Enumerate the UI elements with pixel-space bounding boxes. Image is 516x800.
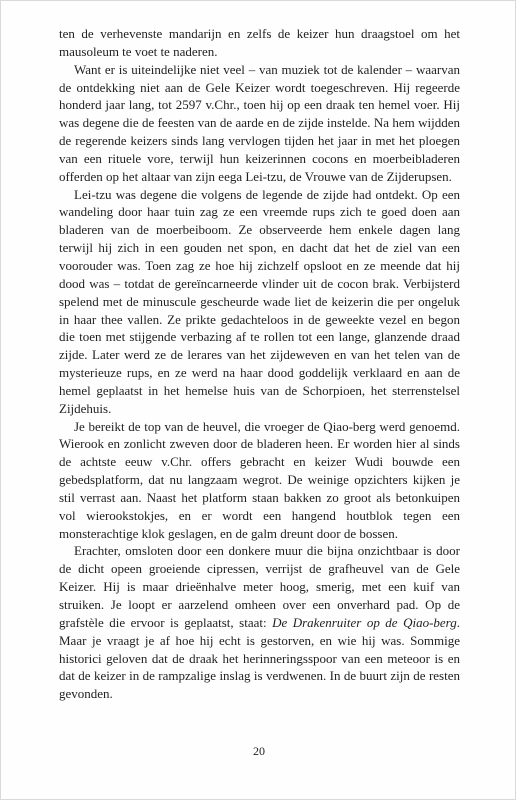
paragraph bbox=[59, 25, 460, 61]
paragraph bbox=[59, 418, 460, 543]
text-segment: Want er is uiteindelijke niet veel – van muziek tot de kalender – waarvan de ontdekking niet aan de Gele Keizer wordt toegeschreven. Hij regeerde honderd jaar lang, tot 2597 v.Chr., toen hij op een draak ten hemel voer. Hij was degene die de feesten van de aarde en de zijde instelde. Na hem wijdden de regerende keizers sinds lang vervlogen tijden het jaar in met het ploegen van een rituele vore, terwijl hun keizerinnen cocons en moerbeibladeren offerden op het altaar van zijn eega Lei-tzu, de Vrouwe van de Zijderupsen. bbox=[59, 61, 460, 184]
text-segment: Erachter, omsloten door een donkere muur die bijna onzichtbaar is door de dicht opeen groeiende cipressen, verrijst de grafheuvel van de Gele Keizer. Hij is maar drieënhalve meter hoog, smerig, met een kuif van struiken. Je loopt er aarzelend omheen over een onverhard pad. Op de grafstèle die ervoor is geplaatst, staat: bbox=[59, 543, 460, 630]
text-segment: . Maar je vraagt je af hoe hij echt is gestorven, en wie hij was. Sommige historici geloven dat de draak het herinneringsspoor van een meteoor is en dat de keizer in de rampzalige inslag is verdwenen. In de buurt zijn de resten gevonden. bbox=[59, 614, 460, 702]
paragraph bbox=[59, 61, 460, 186]
paragraph bbox=[59, 542, 460, 703]
text-segment: ten de verhevenste mandarijn en zelfs de keizer hun draagstoel om het mausoleum te voet te naderen. bbox=[59, 26, 460, 59]
text-segment: Je bereikt de top van de heuvel, die vroeger de Qiao-berg werd genoemd. Wierook en zonlicht zweven door de bladeren heen. Er worden hier al sinds de achtste eeuw v.Chr. offers gebracht en keizer Wudi bouwde een gebedsplatform, dat nu langzaam wegrot. De weinige opzichters kijken je stil verrast aan. Naast het platform staan bakken zo groot als betonkuipen vol wierookstokjes, en er wordt een hangend houtblok tegen een monsterachtige klok geslagen, en de galm dreunt door de bossen. bbox=[59, 418, 460, 541]
paragraph bbox=[59, 186, 460, 418]
page-number: 20 bbox=[253, 744, 265, 758]
italic-text: De Drakenruiter op de Qiao-berg bbox=[272, 614, 457, 630]
body-text bbox=[59, 25, 460, 703]
text-segment: Lei-tzu was degene die volgens de legende de zijde had ontdekt. Op een wandeling door haar tuin zag ze een vreemde rups zich te goed doen aan bladeren van de moerbeiboom. Ze observeerde hem enkele dagen lang terwijl hij zich in een gouden net spon, en dacht dat het de ziel van een voorouder was. Toen zag ze hoe hij zichzelf opsloot en ze meende dat hij dood was – totdat de gereïncarneerde vlinder uit de cocon brak. Verbijsterd spelend met de minuscule gescheurde wade liet de keizerin die per ongeluk in haar thee vallen. Ze prikte gedachteloos in de geweekte vezel en begon die toen met stijgende verbazing af te rollen tot een lange, glanzende draad zijde. Later werd ze de lerares van het zijdeweven en van het telen van de mysterieuze rups, en ze werd na haar dood goddelijk verklaard en aan de hemel geplaatst in het hemelse huis van de Schorpioen, het sterrenstelsel Zijdehuis. bbox=[59, 186, 460, 416]
